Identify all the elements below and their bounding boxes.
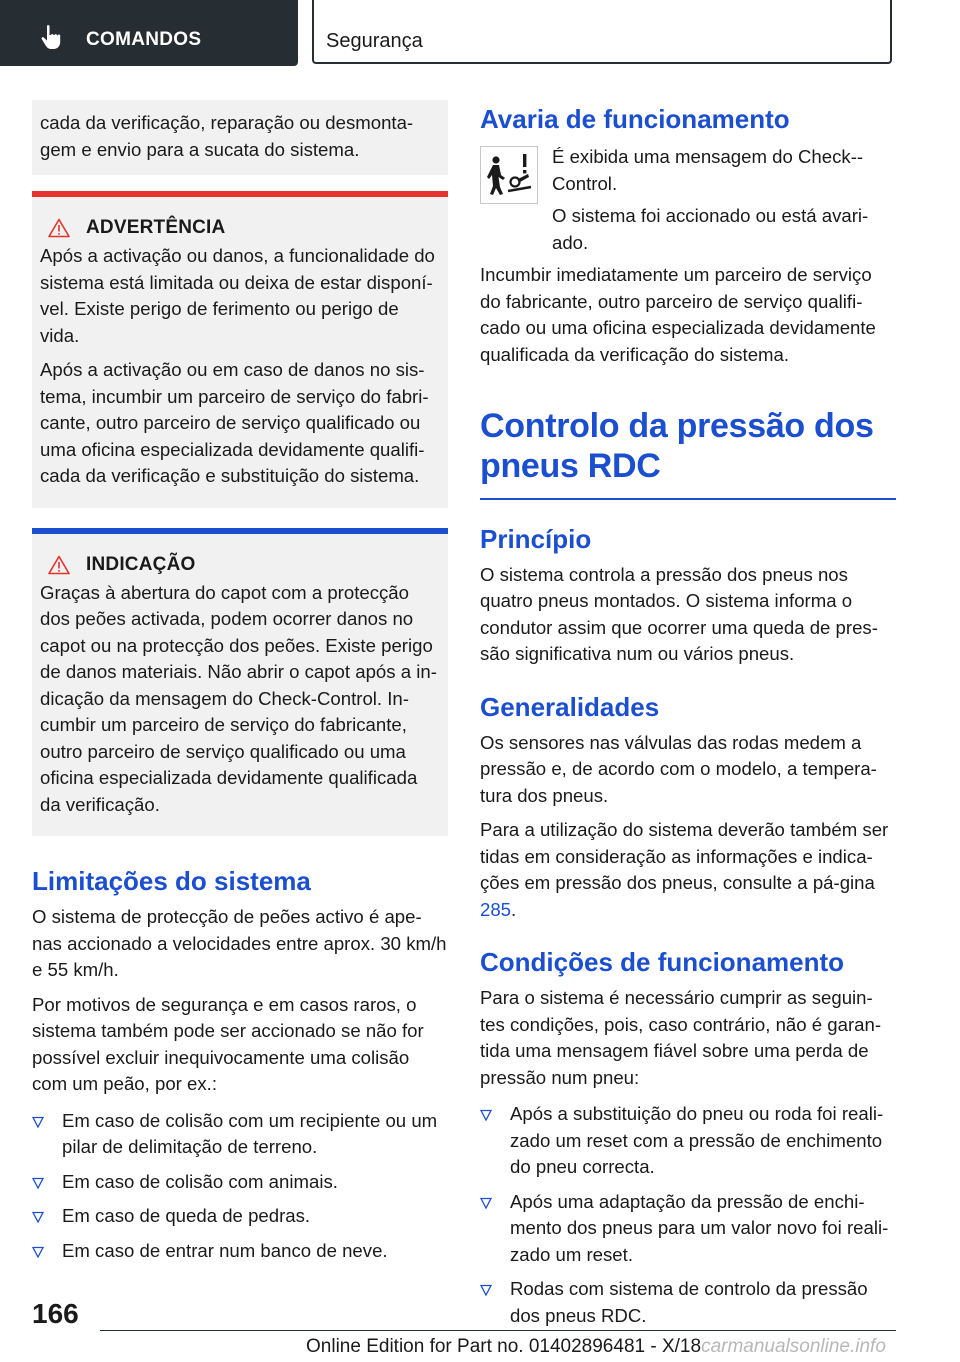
page-number: 166 [32, 1298, 79, 1329]
warning-box [32, 191, 448, 508]
list-item: Rodas com sistema de controlo da pressão dos pneus RDC. [480, 1276, 896, 1329]
body-paragraph: Para o sistema é necessário cumprir as seguin-tes condições, pois, caso contrário, não é garan-tida uma mensagem fiável sobre uma perda de pressão num pneu: [480, 987, 882, 1088]
list-item: Em caso de colisão com um recipiente ou um pilar de delimitação de terreno. [32, 1108, 448, 1161]
body-paragraph: O sistema controla a pressão dos pneus nos quatro pneus montados. O sistema informa o condutor assim que ocorrer uma queda de pres-são significativa num ou vários pneus. [480, 563, 878, 664]
triangle-bullet-icon [480, 1197, 492, 1209]
triangle-bullet-icon [480, 1284, 492, 1296]
fault-paragraph: É exibida uma mensagem do Check--Control. [552, 146, 864, 194]
list-item: Após a substituição do pneu ou roda foi reali-zado um reset com a pressão de enchimento do pneu correcta. [480, 1101, 896, 1181]
conditions-list [480, 1101, 896, 1329]
triangle-bullet-icon [32, 1246, 44, 1258]
warning-title: ADVERTÊNCIA [86, 217, 226, 238]
general-heading: Generalidades [480, 691, 660, 722]
warning-triangle-icon [48, 218, 70, 238]
watermark: carmanualsonline.info [701, 1336, 886, 1357]
limits-heading: Limitações do sistema [32, 866, 311, 896]
right-column [480, 100, 896, 1337]
fault-paragraph: Incumbir imediatamente um parceiro de serviço do fabricante, outro parceiro de serviço qualifi-cado ou uma oficina especializada devidamente qualificada da verificação do sistema. [480, 264, 876, 365]
fault-paragraph: O sistema foi accionado ou está avari-ado. [552, 205, 869, 253]
footer-divider [100, 1330, 896, 1331]
tab-section-label: Segurança [326, 30, 423, 52]
body-paragraph: Por motivos de segurança e em casos raros, o sistema também pode ser accionado se não for possível excluir inequivocamente uma colisão com um peão, por ex.: [32, 993, 424, 1094]
warning-paragraph: Após a activação ou em caso de danos no sis-tema, incumbir um parceiro de serviço do fabri-cante, outro parceiro de serviço qualificado ou uma oficina especializada devidamente qualifi-cada da verificação e substituição do sistema. [40, 359, 429, 486]
section-divider [480, 498, 896, 500]
rdc-title: Controlo da pressão dos pneus RDC [480, 407, 874, 485]
warning-triangle-icon [48, 555, 70, 575]
limits-section [32, 864, 448, 1264]
triangle-bullet-icon [32, 1116, 44, 1128]
triangle-bullet-icon [32, 1211, 44, 1223]
fault-heading: Avaria de funcionamento [480, 104, 790, 134]
fault-message-row [480, 144, 896, 256]
hand-pointer-icon [40, 24, 62, 50]
tab-section[interactable] [312, 0, 892, 64]
triangle-bullet-icon [32, 1177, 44, 1189]
list-item: Após uma adaptação da pressão de enchi-mento dos pneus para um valor novo foi reali-zado um reset. [480, 1189, 896, 1269]
page-reference-link[interactable]: 285 [480, 898, 512, 920]
body-paragraph: Os sensores nas válvulas das rodas medem a pressão e, de acordo com o modelo, a tempera-tura dos pneus. [480, 731, 877, 806]
list-item: Em caso de colisão com animais. [32, 1169, 448, 1196]
intro-text: cada da verificação, reparação ou desmonta-gem e envio para a sucata do sistema. [40, 112, 414, 160]
footer-edition: Online Edition for Part no. 01402896481 - X/18carmanualsonline.info [306, 1336, 886, 1357]
tab-commands[interactable] [0, 0, 298, 66]
list-item: Em caso de queda de pedras. [32, 1203, 448, 1230]
page-header [0, 0, 960, 66]
conditions-heading: Condições de funcionamento [480, 947, 845, 977]
list-item: Em caso de entrar num banco de neve. [32, 1238, 448, 1265]
warning-paragraph: Após a activação ou danos, a funcionalidade do sistema está limitada ou deixa de estar disponí-vel. Existe perigo de ferimento ou perigo de vida. [40, 245, 435, 346]
pedestrian-warning-icon [480, 146, 538, 204]
tab-commands-label: COMANDOS [86, 29, 202, 50]
rdc-section [480, 406, 896, 1329]
note-title: INDICAÇÃO [86, 553, 196, 575]
triangle-bullet-icon [480, 1109, 492, 1121]
limits-list [32, 1108, 448, 1265]
principle-heading: Princípio [480, 523, 592, 554]
intro-box [32, 100, 448, 175]
body-paragraph: O sistema de protecção de peões activo é ape-nas accionado a velocidades entre aprox. 30 km/h e 55 km/h. [32, 906, 447, 980]
left-column [32, 100, 448, 1272]
note-box [32, 528, 448, 837]
body-paragraph: Para a utilização do sistema deverão também ser tidas em consideração as informações e indica-ções em pressão dos pneus, consulte a pá-gina 285. [480, 819, 889, 920]
note-paragraph: Graças à abertura do capot com a protecção dos peões activada, podem ocorrer danos no capot ou na protecção dos peões. Existe perigo de danos materiais. Não abrir o capot após a in-dicação da mensagem do Check-Control. In-cumbir um parceiro de serviço do fabricante, outro parceiro de serviço qualificado ou uma oficina especializada devidamente qualificada da verificação. [40, 581, 437, 815]
